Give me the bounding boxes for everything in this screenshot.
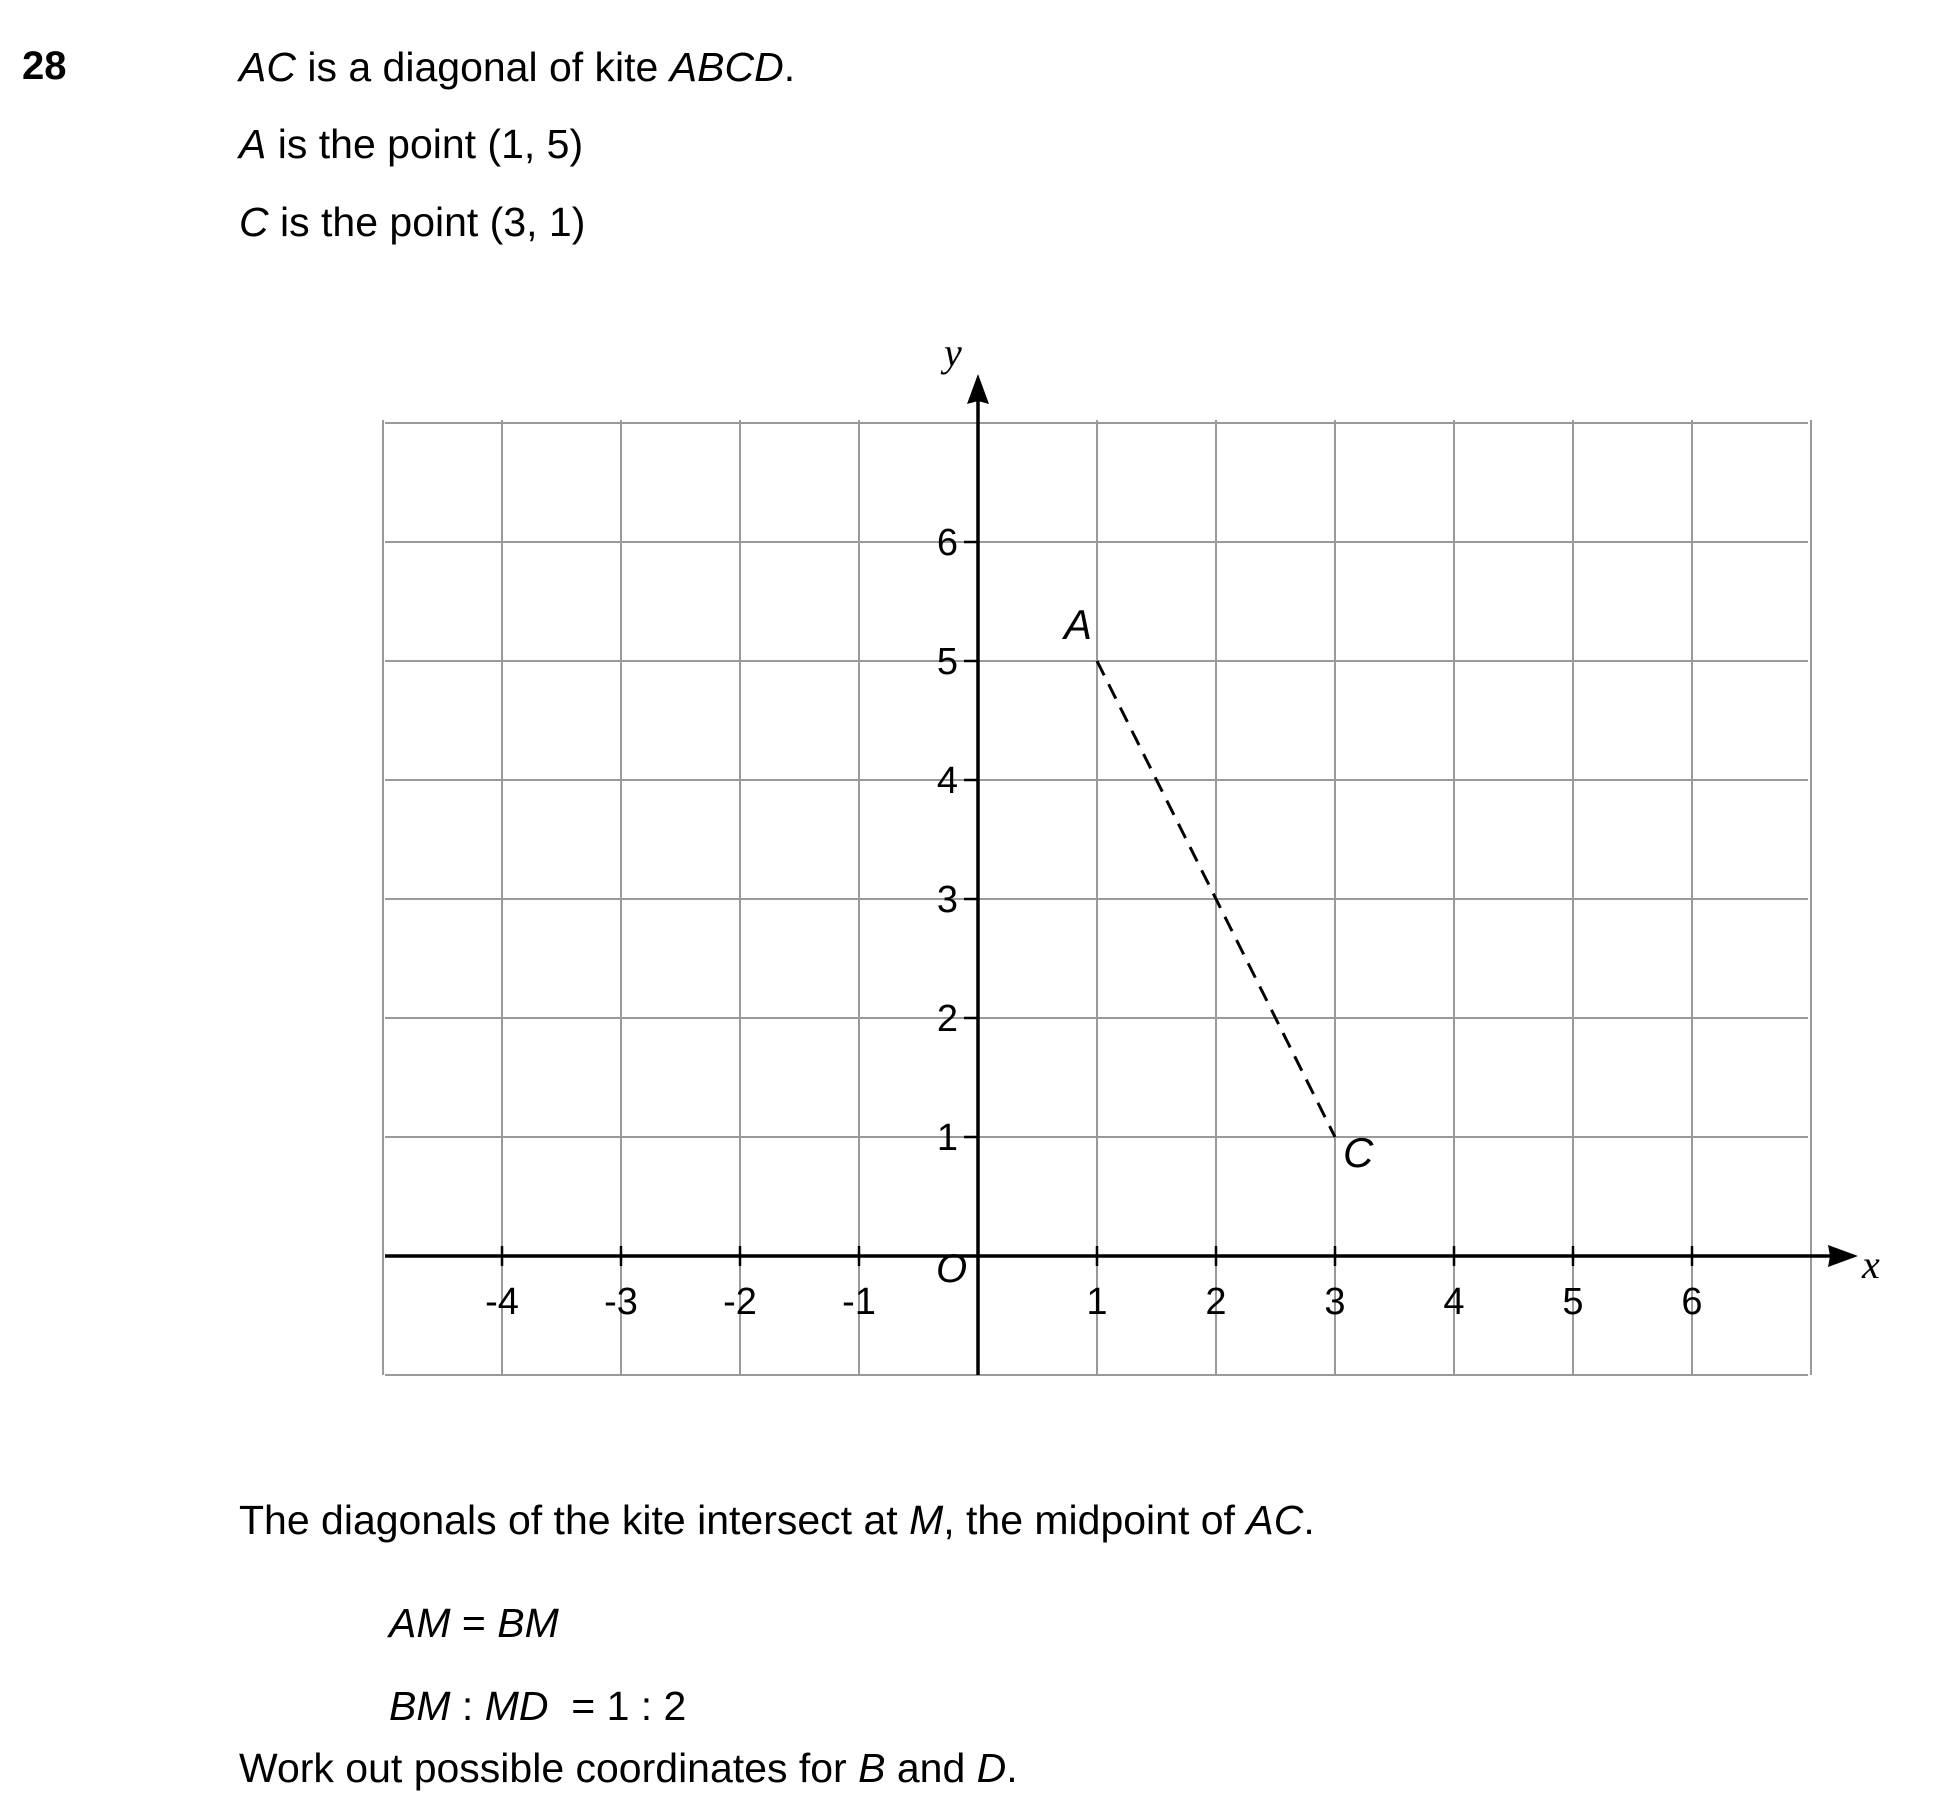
text: is the point (3, 1) xyxy=(268,199,586,245)
question-line-4 xyxy=(239,1497,1315,1544)
x-axis-arrow-icon xyxy=(1828,1245,1858,1267)
var-d: D xyxy=(976,1745,1007,1791)
text: = 1 : 2 xyxy=(548,1683,687,1729)
x-tick-label: -2 xyxy=(723,1281,757,1323)
axes xyxy=(385,374,1858,1375)
text: : xyxy=(450,1683,485,1729)
question-line-7 xyxy=(239,1745,1018,1792)
var-a: A xyxy=(239,121,267,167)
point-label-c: C xyxy=(1343,1129,1374,1176)
text: = xyxy=(450,1600,498,1646)
var-b: B xyxy=(858,1745,886,1791)
text: . xyxy=(783,44,796,90)
y-tick-label: 2 xyxy=(936,998,958,1040)
var-bm: BM xyxy=(497,1600,559,1646)
plotted-points xyxy=(1061,601,1374,1176)
question-number: 28 xyxy=(22,44,67,88)
x-tick-label: -1 xyxy=(842,1281,876,1323)
text: . xyxy=(1303,1497,1315,1543)
text: . xyxy=(1006,1745,1018,1791)
var-c: C xyxy=(239,199,269,245)
text: , the midpoint of xyxy=(943,1497,1247,1543)
equation-am-bm xyxy=(389,1600,559,1647)
var-bm: BM xyxy=(389,1683,451,1729)
x-tick-label: 3 xyxy=(1324,1281,1346,1323)
x-tick-label: 1 xyxy=(1086,1281,1108,1323)
var-ac: AC xyxy=(1246,1497,1304,1543)
var-md: MD xyxy=(484,1683,549,1729)
x-tick-label: 2 xyxy=(1205,1281,1227,1323)
ratio-bm-md xyxy=(389,1683,686,1730)
x-tick-label: 6 xyxy=(1681,1281,1703,1323)
y-tick-label: 4 xyxy=(936,760,958,802)
y-tick-label: 6 xyxy=(936,522,958,564)
x-tick-label: -4 xyxy=(485,1281,519,1323)
var-abcd: ABCD xyxy=(669,44,784,90)
y-axis-label: y xyxy=(944,330,962,375)
text: is the point (1, 5) xyxy=(266,121,584,167)
x-tick-label: -3 xyxy=(604,1281,638,1323)
x-axis-label: x xyxy=(1862,1242,1880,1287)
y-tick-label: 5 xyxy=(936,641,958,683)
y-axis-arrow-icon xyxy=(967,374,989,404)
var-ac: AC xyxy=(239,44,296,90)
y-tick-label: 3 xyxy=(936,879,958,921)
var-m: M xyxy=(909,1497,944,1543)
tick-labels xyxy=(485,330,1880,1323)
text: Work out possible coordinates for xyxy=(239,1745,859,1791)
x-tick-label: 4 xyxy=(1443,1281,1465,1323)
text: and xyxy=(885,1745,977,1791)
point-label-a: A xyxy=(1064,601,1093,648)
text: is a diagonal of kite xyxy=(295,44,670,90)
text: The diagonals of the kite intersect at xyxy=(239,1497,910,1543)
origin-label: O xyxy=(936,1247,968,1291)
x-tick-label: 5 xyxy=(1562,1281,1584,1323)
var-am: AM xyxy=(389,1600,451,1646)
y-tick-label: 1 xyxy=(936,1117,958,1159)
grid-lines xyxy=(383,420,1811,1375)
